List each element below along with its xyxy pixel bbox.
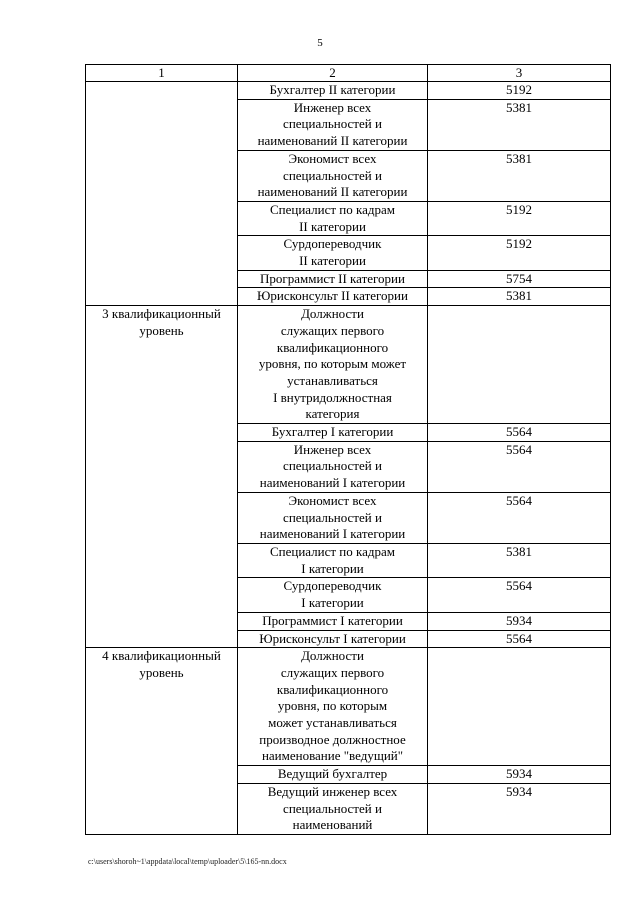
qualification-level-cell [86,82,238,306]
salary-cell: 5381 [428,150,611,201]
position-cell: Специалист по кадрам I категории [238,543,428,577]
salary-cell: 5381 [428,543,611,577]
table-body [86,82,611,835]
position-cell: Специалист по кадрам II категории [238,201,428,235]
salary-cell: 5564 [428,441,611,492]
position-cell: Сурдопереводчик II категории [238,236,428,270]
salary-cell [428,648,611,766]
position-cell: Программист I категории [238,612,428,630]
position-cell: Инженер всех специальностей и наименований II категории [238,99,428,150]
header-col-2: 2 [238,65,428,82]
salary-cell [428,306,611,424]
position-cell: Экономист всех специальностей и наименований I категории [238,492,428,543]
qualification-level-cell: 4 квалификационный уровень [86,648,238,835]
qualification-level-cell: 3 квалификационный уровень [86,306,238,648]
salary-cell: 5934 [428,612,611,630]
table-row [86,306,611,424]
salary-cell: 5564 [428,492,611,543]
position-cell: Бухгалтер I категории [238,424,428,442]
salary-cell: 5192 [428,82,611,100]
table-row [86,648,611,766]
salary-cell: 5381 [428,288,611,306]
position-cell: Юрисконсульт II категории [238,288,428,306]
salary-cell: 5934 [428,766,611,784]
salary-cell: 5381 [428,99,611,150]
position-cell: Юрисконсульт I категории [238,630,428,648]
header-col-3: 3 [428,65,611,82]
salary-cell: 5934 [428,783,611,834]
position-cell: Должности служащих первого квалификационного уровня, по которым может устанавливаться производное должностное наименование "ведущий" [238,648,428,766]
salary-cell: 5192 [428,236,611,270]
salary-cell: 5564 [428,424,611,442]
salary-cell: 5754 [428,270,611,288]
position-cell: Экономист всех специальностей и наименований II категории [238,150,428,201]
position-cell: Программист II категории [238,270,428,288]
position-cell: Бухгалтер II категории [238,82,428,100]
salary-table [85,64,611,835]
table-row [86,82,611,100]
header-col-1: 1 [86,65,238,82]
salary-cell: 5564 [428,578,611,612]
salary-cell: 5192 [428,201,611,235]
position-cell: Ведущий инженер всех специальностей и наименований [238,783,428,834]
table-header-row [86,65,611,82]
footer-file-path: c:\users\shoroh~1\appdata\local\temp\uploader\5\165-nn.docx [88,857,287,866]
salary-cell: 5564 [428,630,611,648]
page-number: 5 [317,37,323,49]
position-cell: Ведущий бухгалтер [238,766,428,784]
position-cell: Должности служащих первого квалификационного уровня, по которым может устанавливаться I внутридолжностная категория [238,306,428,424]
position-cell: Сурдопереводчик I категории [238,578,428,612]
position-cell: Инженер всех специальностей и наименований I категории [238,441,428,492]
